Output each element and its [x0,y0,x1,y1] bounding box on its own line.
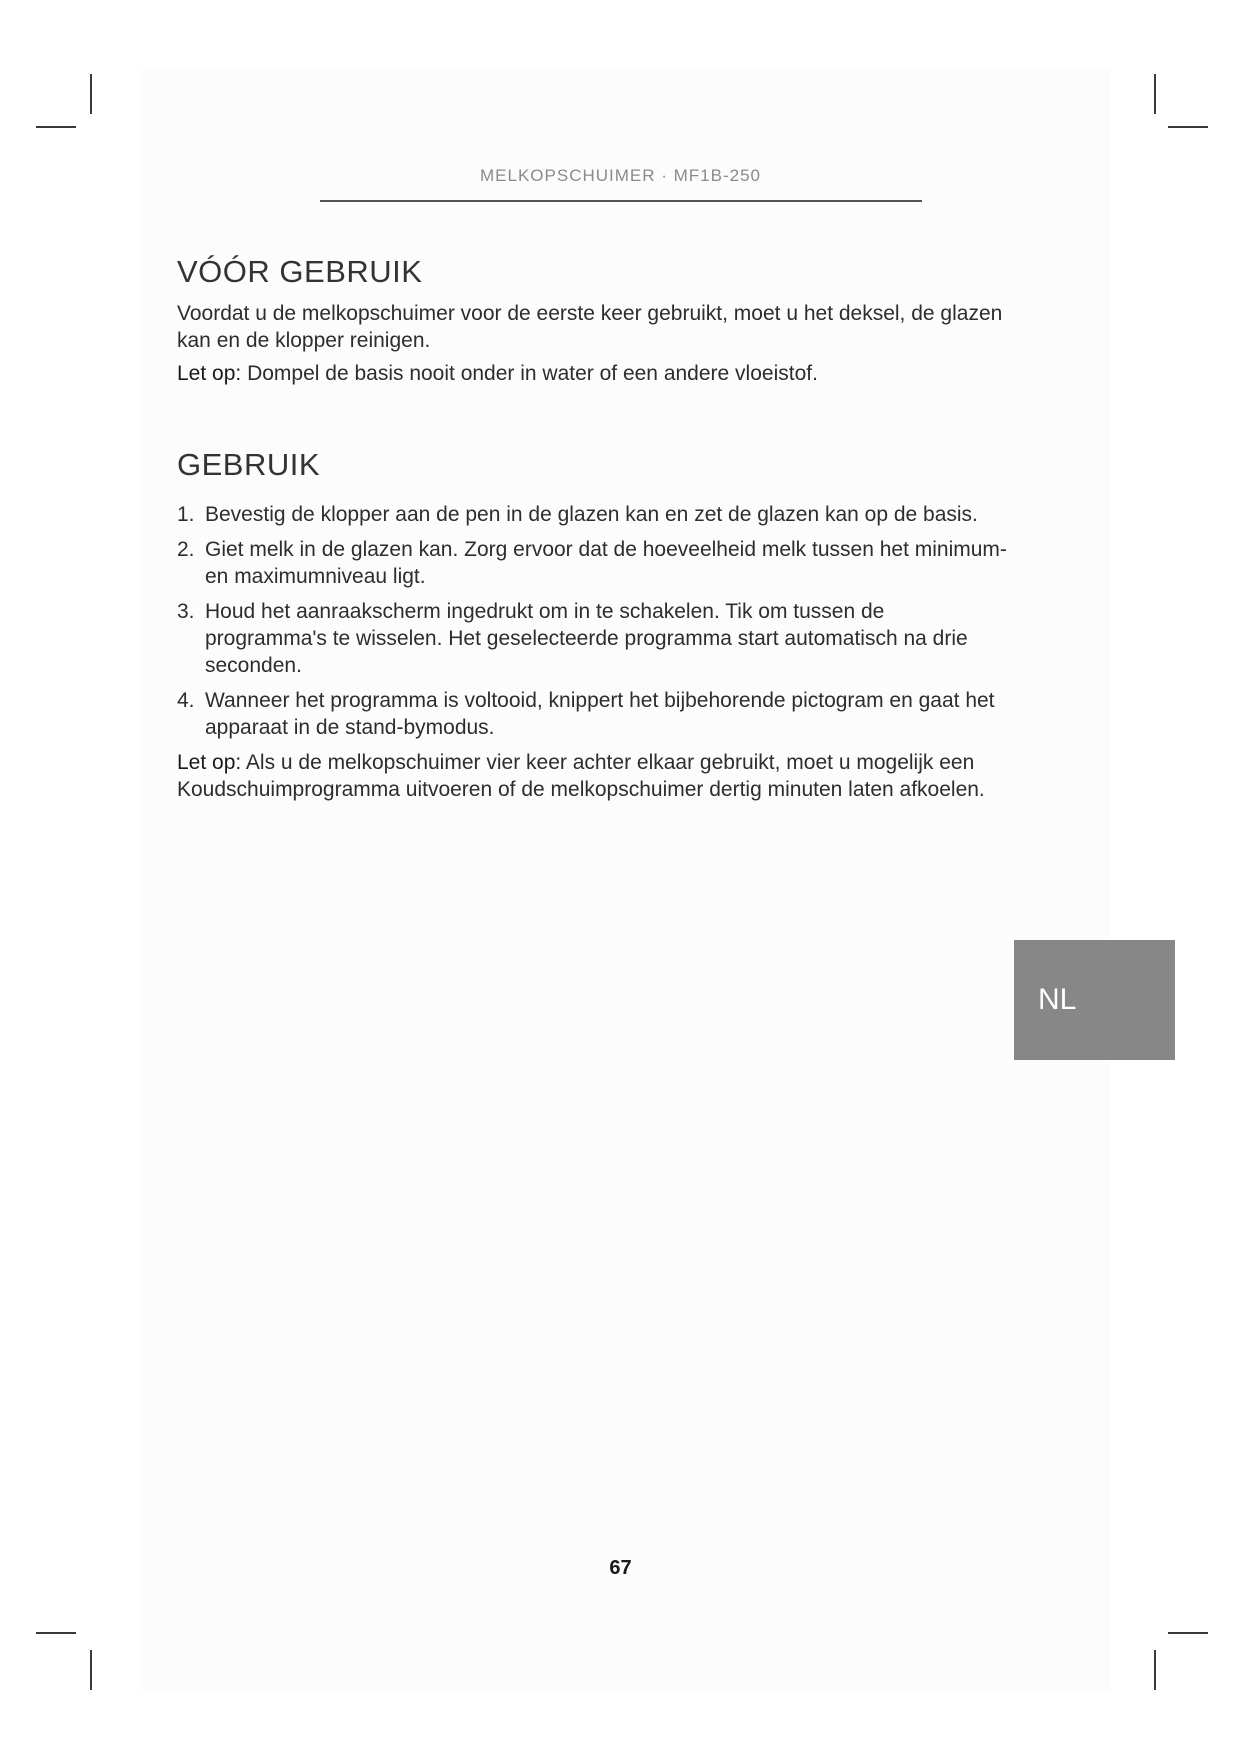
crop-mark-bottom-left-horizontal [36,1632,76,1634]
list-item [177,536,1007,590]
section-usage [177,447,1007,803]
section-before-use [177,254,1007,387]
main-content [177,254,1007,803]
step-text: Bevestig de klopper aan de pen in de glazen kan en zet de glazen kan op de basis. [205,503,978,526]
note-text: Als u de melkopschuimer vier keer achter elkaar gebruikt, moet u mogelijk een Koudschuimprogramma uitvoeren of de melkopschuimer dertig minuten laten afkoelen. [177,751,985,801]
note-paragraph [177,360,1007,387]
section-heading: VÓÓR GEBRUIK [177,254,423,289]
step-number: 2. [177,538,195,561]
crop-mark-top-left-vertical [90,74,92,114]
crop-mark-bottom-right-horizontal [1168,1632,1208,1634]
section-body: Voordat u de melkopschuimer voor de eerste keer gebruikt, moet u het deksel, de glazen kan en de klopper reinigen. [177,302,1003,352]
note-paragraph [177,749,1007,803]
header-divider [320,200,922,202]
page-number: 67 [609,1557,632,1579]
list-item [177,598,1007,679]
step-text: Houd het aanraakscherm ingedrukt om in te schakelen. Tik om tussen de programma's te wisselen. Het geselecteerde programma start automatisch na drie seconden. [205,600,968,677]
crop-mark-top-right-horizontal [1168,126,1208,128]
note-label: Let op: [177,751,242,774]
crop-mark-top-left-horizontal [36,126,76,128]
section-heading: GEBRUIK [177,447,321,482]
language-tab: NL [1014,940,1175,1060]
list-item [177,501,1007,528]
step-text: Giet melk in de glazen kan. Zorg ervoor dat de hoeveelheid melk tussen het minimum- en maximumniveau ligt. [205,538,1007,588]
step-number: 3. [177,600,195,623]
crop-mark-bottom-right-vertical [1154,1650,1156,1690]
step-text: Wanneer het programma is voltooid, knippert het bijbehorende pictogram en gaat het apparaat in de stand-bymodus. [205,689,995,739]
steps-list [177,501,1007,741]
note-label: Let op: [177,362,242,385]
crop-mark-bottom-left-vertical [90,1650,92,1690]
running-header: MELKOPSCHUIMER · MF1B-250 [480,166,761,185]
list-item [177,687,1007,741]
step-number: 1. [177,503,195,526]
crop-mark-top-right-vertical [1154,74,1156,114]
step-number: 4. [177,689,195,712]
note-text: Dompel de basis nooit onder in water of een andere vloeistof. [241,362,818,385]
